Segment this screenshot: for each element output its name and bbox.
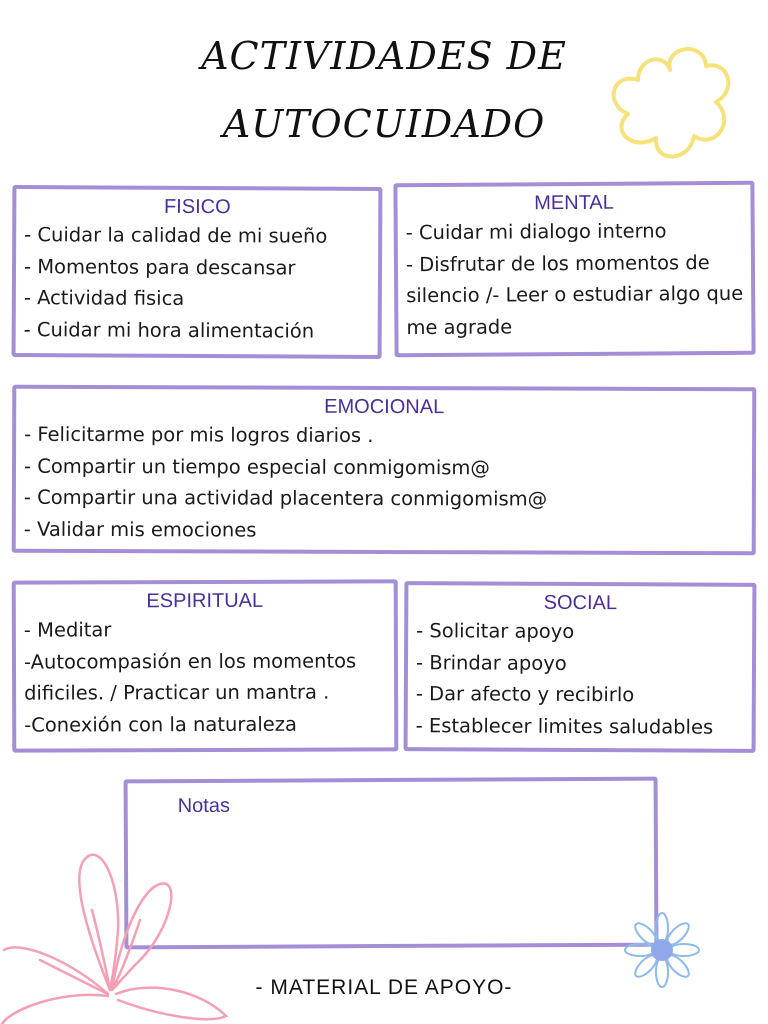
section-title-social: SOCIAL — [543, 591, 618, 615]
list-item: - Validar mis emociones — [23, 517, 257, 542]
list-item: - Compartir un tiempo especial conmigomism@ — [23, 454, 490, 479]
yellow-flower-icon — [604, 40, 740, 168]
notes-title: Notas — [177, 794, 231, 818]
list-item: - Dar afecto y recibirlo — [415, 682, 635, 707]
section-title-emocional: EMOCIONAL — [324, 395, 445, 419]
list-item: -Conexión con la naturaleza — [24, 712, 297, 737]
section-emocional — [12, 385, 757, 556]
list-item: - Meditar — [23, 618, 112, 642]
footer-text: - MATERIAL DE APOYO- — [255, 976, 513, 999]
page-title-line-1: ACTIVIDADES DE — [201, 34, 567, 78]
list-item: - Cuidar la calidad de mi sueño — [24, 223, 328, 248]
list-item: - Solicitar apoyo — [416, 619, 575, 643]
section-social — [404, 581, 757, 753]
list-item: - Establecer limites saludables — [415, 713, 714, 739]
section-mental — [393, 181, 755, 358]
list-item: - Cuidar mi dialogo interno — [405, 219, 667, 245]
list-item: - Felicitarme por mis logros diarios . — [24, 422, 374, 447]
section-fisico — [12, 185, 383, 359]
section-title-mental: MENTAL — [534, 191, 614, 215]
section-espiritual — [12, 579, 399, 752]
list-item: -Autocompasión en los momentos dificiles. / Practicar un mantra . — [23, 648, 357, 705]
list-item: - Compartir una actividad placentera conmigomism@ — [23, 485, 548, 511]
list-item: - Cuidar mi hora alimentación — [23, 317, 315, 343]
section-title-fisico: FISICO — [163, 195, 231, 219]
list-item: - Brindar apoyo — [415, 650, 567, 675]
list-item: - Disfrutar de los momentos de silencio /- Leer o estudiar algo que me agrade — [405, 250, 744, 339]
list-item: - Momentos para descansar — [23, 254, 296, 280]
list-item: - Actividad fisica — [23, 286, 185, 310]
page-title-line-2: AUTOCUIDADO — [222, 102, 546, 146]
section-title-espiritual: ESPIRITUAL — [146, 589, 264, 613]
